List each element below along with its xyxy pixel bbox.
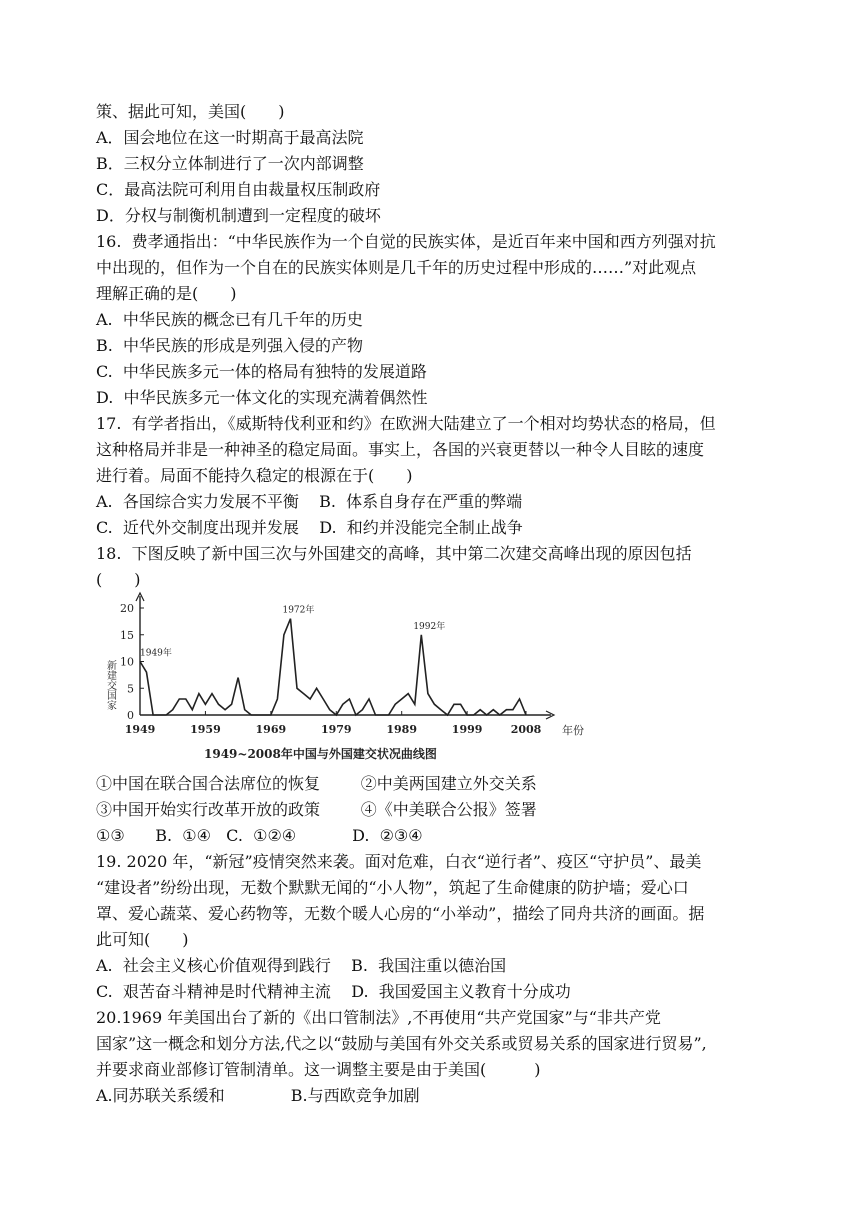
q19-options-ab: A. 社会主义核心价值观得到践行 B. 我国注重以德治国 [96, 956, 507, 975]
x-axis-label: 年份 [562, 724, 584, 737]
q16-option-d: D. 中华民族多元一体文化的实现充满着偶然性 [96, 388, 428, 407]
q20-options-ab: A.同苏联关系缓和 B.与西欧竞争加剧 [96, 1086, 420, 1105]
x-tick-label: 1959 [190, 723, 221, 736]
q20-stem-line: 20.1969 年美国出台了新的《出口管制法》,不再使用“共产党国家”与“非共产党 [96, 1008, 661, 1027]
q20-stem-line: 并要求商业部修订管制清单。这一调整主要是由于美国( ) [96, 1060, 541, 1079]
annotation-label: 1972年 [282, 605, 315, 616]
diplomatic-relations-chart [96, 590, 596, 768]
q19-stem-line: 19. 2020 年，“新冠”疫情突然来袭。面对危难，白衣“逆行者”、疫区“守护员”、最美 [96, 852, 702, 871]
chart-ticks [120, 602, 542, 736]
chart-annotations [140, 604, 445, 659]
q17-options-ab: A. 各国综合实力发展不平衡 B. 体系自身存在严重的弊端 [96, 492, 523, 511]
q18-options: ①③ B. ①④ C. ①②④ D. ②③④ [96, 826, 423, 845]
q16-stem-line: 中出现的，但作为一个自在的民族实体则是几千年的历史过程中形成的……”对此观点 [96, 258, 697, 277]
q16-stem-line: 理解正确的是( ) [96, 284, 237, 303]
q18-items-34: ③中国开始实行改革开放的政策 ④《中美联合公报》签署 [96, 800, 537, 819]
x-tick-label: 1949 [124, 723, 156, 736]
q19-stem-line: 罩、爱心蔬菜、爱心药物等，无数个暖人心房的“小举动”，描绘了同舟共济的画面。据 [96, 904, 705, 923]
q19-options-cd: C. 艰苦奋斗精神是时代精神主流 D. 我国爱国主义教育十分成功 [96, 982, 571, 1001]
q18-stem-line: 18. 下图反映了新中国三次与外国建交的高峰，其中第二次建交高峰出现的原因包括 [96, 544, 692, 563]
q16-option-b: B. 中华民族的形成是列强入侵的产物 [96, 336, 364, 355]
q16-option-a: A. 中华民族的概念已有几千年的历史 [96, 310, 363, 329]
q17-stem-line: 17. 有学者指出，《威斯特伐利亚和约》在欧洲大陆建立了一个相对均势状态的格局，但 [96, 414, 716, 433]
q16-option-c: C. 中华民族多元一体的格局有独特的发展道路 [96, 362, 427, 381]
q15-option-a: A．国会地位在这一时期高于最高法院 [96, 128, 364, 147]
q16-stem-line: 16. 费孝通指出：“中华民族作为一个自觉的民族实体，是近百年来中国和西方列强对抗 [96, 232, 716, 251]
x-tick-label: 1999 [451, 723, 483, 736]
x-tick-label: 1979 [320, 723, 352, 736]
q18-items-12: ①中国在联合国合法席位的恢复 ②中美两国建立外交关系 [96, 774, 537, 793]
q17-options-cd: C. 近代外交制度出现并发展 D. 和约并没能完全制止战争 [96, 518, 523, 537]
q17-stem-line: 这种格局并非是一种神圣的稳定局面。事实上，各国的兴衰更替以一种令人目眩的速度 [96, 440, 705, 459]
y-axis-label: 新建交国家 [104, 660, 116, 710]
x-tick-label: 2008 [510, 723, 542, 736]
q19-stem-line: 此可知( ) [96, 930, 189, 949]
y-tick-label: 5 [127, 682, 134, 696]
chart-axes [136, 593, 554, 719]
q17-stem-line: 进行着。局面不能持久稳定的根源在于( ) [96, 466, 413, 485]
q15-option-d: D．分权与制衡机制遭到一定程度的破坏 [96, 206, 381, 225]
x-tick-label: 1989 [386, 723, 418, 736]
y-tick-label: 20 [120, 602, 134, 615]
y-tick-label: 0 [127, 709, 134, 722]
q15-stem-tail: 策、据此可知，美国( ) [96, 102, 285, 121]
series-line [140, 619, 526, 715]
q19-stem-line: “建设者”纷纷出现，无数个默默无闻的“小人物”，筑起了生命健康的防护墙；爱心口 [96, 878, 689, 897]
chart-caption: 1949~2008年中国与外国建交状况曲线图 [204, 747, 437, 761]
annotation-label: 1949年 [140, 648, 172, 659]
annotation-label: 1992年 [413, 621, 446, 632]
x-tick-label: 1969 [255, 723, 287, 736]
q20-stem-line: 国家”这一概念和划分方法,代之以“鼓励与美国有外交关系或贸易关系的国家进行贸易”, [96, 1034, 707, 1053]
q15-option-b: B．三权分立体制进行了一次内部调整 [96, 154, 364, 173]
q15-option-c: C．最高法院可利用自由裁量权压制政府 [96, 180, 381, 199]
q18-stem-line: ( ) [96, 570, 141, 589]
y-tick-label: 15 [120, 628, 134, 642]
y-tick-label: 10 [120, 655, 134, 669]
